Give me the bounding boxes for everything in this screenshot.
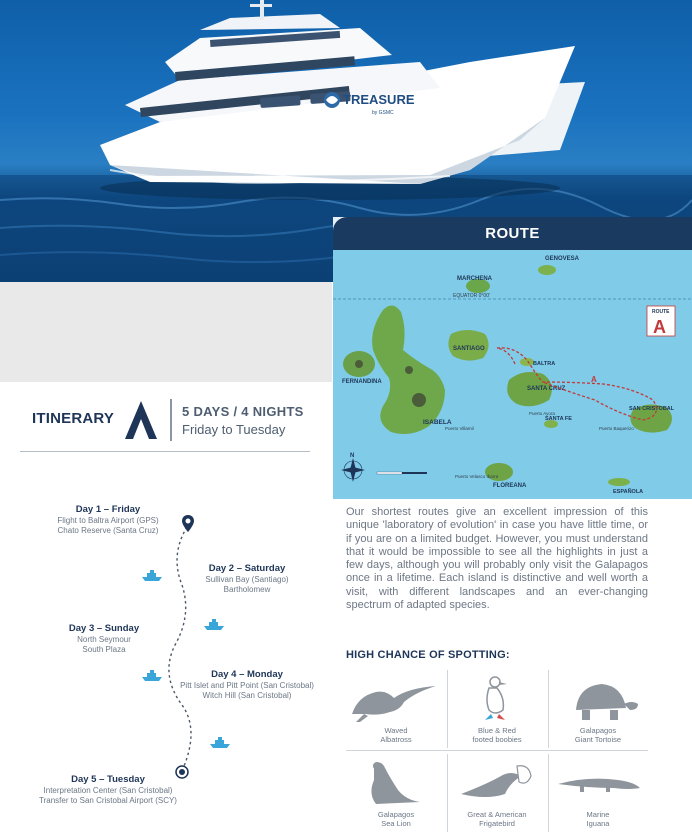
animal-name-line: Galapagos: [579, 726, 617, 735]
map-label-baltra: BALTRA: [533, 361, 556, 367]
day-stop: Witch Hill (San Cristobal): [202, 691, 292, 700]
itinerary-rule: [20, 451, 310, 452]
animal-name-line: Frigatebird: [479, 819, 515, 828]
day-stop: Pitt Islet and Pitt Point (San Cristobal): [180, 681, 314, 690]
map-label-fernandina: FERNANDINA: [342, 379, 382, 385]
map-badge-letter: A: [653, 317, 666, 337]
frigatebird-icon: [447, 754, 547, 810]
map-label-marchena: MARCHENA: [457, 276, 492, 282]
itinerary-span: Friday to Tuesday: [182, 422, 286, 437]
map-label-santa-cruz: SANTA CRUZ: [527, 386, 566, 392]
map-label-genovesa: GENOVESA: [545, 256, 580, 262]
day-title: Day 1 – Friday: [75, 504, 141, 515]
spot-iguana: [548, 754, 648, 834]
animal-name-line: Marine: [586, 810, 610, 819]
animal-name-line: Iguana: [586, 819, 610, 828]
itinerary-title: ITINERARY: [32, 410, 115, 427]
yacht-brand-sub: by GSMC: [372, 110, 394, 116]
spot-tortoise: [548, 670, 648, 750]
map-badge-title: ROUTE: [652, 309, 670, 315]
day-5: [13, 774, 203, 806]
day-title: Day 2 – Saturday: [208, 563, 286, 574]
day-stop: Bartholomew: [223, 585, 271, 594]
yacht-brand: TREASURE: [343, 92, 415, 107]
spot-frigatebird: [447, 754, 547, 834]
spot-booby: [447, 670, 547, 750]
route-map: [333, 250, 692, 499]
route-title: ROUTE: [485, 225, 540, 242]
day-stop: Transfer to San Cristobal Airport (SCY): [39, 796, 177, 805]
route-header: [333, 217, 692, 250]
itinerary-letter-logo: [123, 399, 159, 441]
spot-albatross: [346, 670, 446, 750]
day-stop: Chato Reserve (Santa Cruz): [57, 526, 159, 535]
day-2: [152, 563, 342, 595]
itinerary-header: [20, 395, 310, 451]
grid-divider: [346, 750, 648, 751]
spot-sea-lion: [346, 754, 446, 834]
spotting-grid: [346, 670, 648, 830]
route-description: Our shortest routes give an excellent impression of this unique 'laboratory of evolution' in case you have little time, or if you are on a limited budget. However, you must understand that it would be impossible to see all the highlights in just a few days, although you will probably only visit the Galapagos once in a lifetime. Each island is distinctive and well worth a visit, with different landscapes and an ever-changing spectrum of adapted species.: [346, 506, 648, 612]
map-label-puerto-ayora: Puerto Ayora: [529, 411, 555, 416]
tortoise-icon: [548, 670, 648, 726]
animal-name-line: footed boobies: [472, 735, 522, 744]
route-panel: [333, 217, 692, 499]
day-stop: Interpretation Center (San Cristobal): [43, 786, 173, 795]
map-label-san-cristobal: SAN CRISTOBAL: [629, 406, 675, 412]
animal-name-line: Waved: [384, 726, 408, 735]
day-stop: South Plaza: [82, 645, 126, 654]
map-label-puerto-villamil: Puerto Villamil: [445, 426, 474, 431]
map-equator-label: EQUATOR 0°00': [453, 293, 490, 299]
animal-name-line: Blue & Red: [478, 726, 516, 735]
day-stop: North Seymour: [77, 635, 131, 644]
day-title: Day 5 – Tuesday: [71, 774, 145, 785]
iguana-icon: [548, 754, 648, 810]
map-label-santa-fe: SANTA FE: [545, 416, 572, 422]
map-label-puerto-baquerizo: Puerto Baquerizo: [599, 426, 634, 431]
map-label-santiago: SANTIAGO: [453, 346, 485, 352]
itinerary-divider: [170, 399, 172, 441]
animal-name-line: Sea Lion: [381, 819, 411, 828]
day-title: Day 4 – Monday: [211, 669, 283, 680]
animal-name-line: Albatross: [380, 735, 412, 744]
albatross-icon: [346, 670, 446, 726]
map-label-espanola: ESPAÑOLA: [613, 489, 644, 495]
day-4: [152, 669, 342, 701]
map-label-floreana: FLOREANA: [493, 483, 527, 489]
map-route-letter: A: [591, 375, 597, 384]
day-stop: Flight to Baltra Airport (GPS): [57, 516, 159, 525]
grey-panel: [0, 282, 332, 382]
day-1: [13, 504, 203, 536]
map-compass-label: N: [350, 453, 355, 459]
day-3: [9, 623, 199, 655]
spotting-title: HIGH CHANCE OF SPOTTING:: [346, 649, 510, 661]
day-title: Day 3 – Sunday: [68, 623, 140, 634]
itinerary-duration: 5 DAYS / 4 NIGHTS: [182, 404, 304, 419]
animal-name-line: Great & American: [467, 810, 527, 819]
boat-icon: [209, 737, 231, 749]
animal-name-line: Galapagos: [377, 810, 415, 819]
map-label-puerto-velasco: Puerto Velasco Ibarra: [455, 474, 499, 479]
boat-icon: [203, 619, 225, 631]
day-stop: Sullivan Bay (Santiago): [205, 575, 289, 584]
booby-icon: [447, 670, 547, 726]
animal-name-line: Giant Tortoise: [574, 735, 622, 744]
sea-lion-icon: [346, 754, 446, 810]
map-label-isabela: ISABELA: [423, 419, 452, 426]
